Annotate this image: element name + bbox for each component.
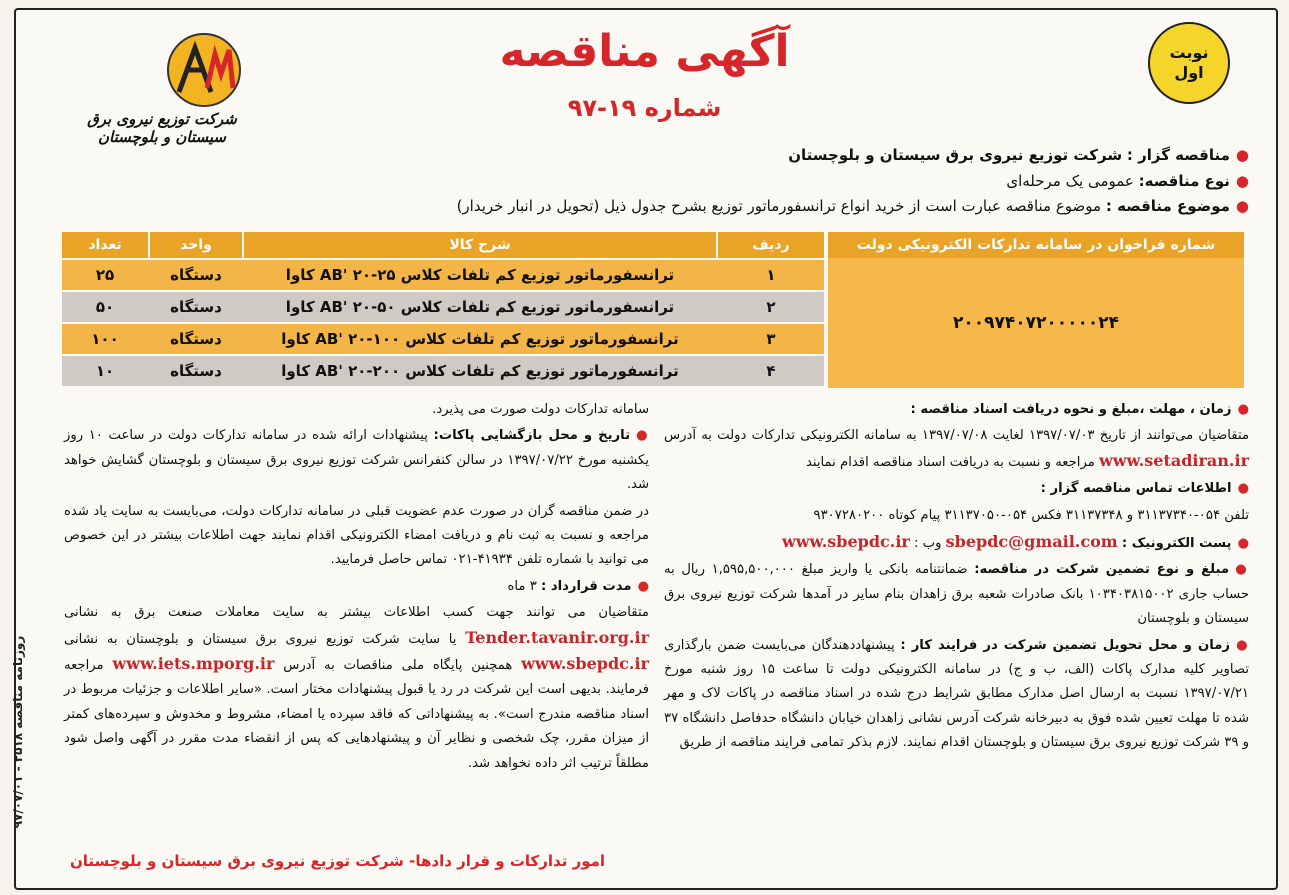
email-link[interactable]: sbepdc@gmail.com bbox=[945, 532, 1118, 552]
col-qty-header: تعداد bbox=[62, 232, 148, 258]
table-row: ۳ ترانسفورماتور توزیع کم تلفات کلاس AB' ۲۰-۱۰۰ کاوا دستگاه ۱۰۰ bbox=[62, 324, 824, 354]
web-link[interactable]: www.sbepdc.ir bbox=[781, 532, 910, 552]
items-table bbox=[62, 232, 1244, 388]
side-strip bbox=[8, 600, 28, 880]
company-logo-text: شرکت توزیع نیروی برق سیستان و بلوچستان bbox=[87, 110, 237, 146]
right-column: ●زمان ، مهلت ،مبلغ و نحوه دریافت اسناد مناقصه : متقاضیان می‌توانند از تاریخ ۱۳۹۷/۰۷/۰۳ لغایت ۱۳۹۷/۰۷/۰۸ به سامانه الکترونیکی تدارکات دولت به آدرس www.setadiran.ir مراجعه و نسبت به دریافت اسناد مناقصه اقدام نمایند ●اطلاعات تماس مناقصه گزار : تلفن ۰۵۴-۳۱۱۳۷۳۴۰ و ۳۱۱۳۷۳۴۸ فکس ۰۵۴-۳۱۱۳۷۰۵۰ پیام کوتاه ۹۳۰۷۲۸۰۲۰۰ ●پست الکترونیک : sbepdc@gmail.com وب : www.sbepdc.ir ●مبلغ و نوع تضمین شرکت در مناقصه: ضمانتنامه بانکی یا واریز مبلغ ۱,۵۹۵,۵۰۰,۰۰۰ ریال به حساب جاری ۱۰۳۴۰۳۸۱۵۰۰۲ بانک صادرات شعبه برق زاهدان بنام سایر در آمدها شرکت توزیع نیروی برق سیستان و بلوچستان ●زمان و محل تحویل تضمین شرکت در فرایند کار : پیشنهاددهندگان می‌بایست ضمن بارگذاری تصاویر کلیه مدارک پاکات (الف، ب و ج) در سامانه الکترونیکی دولت تا ساعت ۱۵ روز شنبه مورخ ۱۳۹۷/۰۷/۲۱ نسبت به ارسال اصل مدارک مطابق شرایط درج شده در اسناد مناقصه در پاکات لاک و مهر شده تا مهلت تعیین شده فوق به دبیرخانه شرکت آدرس نشانی زاهدان خیابان دانشگاه حدفاصل دانشگاه ۳۷ و ۳۹ شرکت توزیع نیروی برق سیستان و بلوچستان اقدام نمایند. لازم بذکر تمامی فرایند مناقصه از طریق bbox=[664, 402, 1250, 751]
col-desc-header: شرح کالا bbox=[244, 232, 716, 258]
badge-line2: اول bbox=[1174, 63, 1204, 82]
badge-line1: نوبت bbox=[1169, 43, 1209, 62]
footer-signature: امور تدارکات و قرار دادها- شرکت توزیع نیروی برق سیستان و بلوچستان bbox=[70, 852, 606, 870]
table-row: ۱ ترانسفورماتور توزیع کم تلفات کلاس AB' ۲۰-۲۵ کاوا دستگاه ۲۵ bbox=[62, 260, 824, 290]
left-column: سامانه تدارکات دولت صورت می پذیرد. ●تاریخ و محل بازگشایی پاکات: پیشنهادات ارائه شده در سامانه تدارکات دولت در ساعت ۱۰ روز یکشنبه مورخ ۱۳۹۷/۰۷/۲۲ در سالن کنفرانس شرکت توزیع نیروی برق سیستان و بلوچستان گشایش خواهد شد. در ضمن مناقصه گران در صورت عدم عضویت قبلی در سامانه تدارکات دولت، می‌بایست به سایت یاد شده مراجعه و نسبت به ثبت نام و دریافت امضاء الکترونیکی اقدام نمایند جهت اطلاعات بیشتر در این خصوص می توانید با شماره تلفن ۴۱۹۳۴-۰۲۱ تماس حاصل فرمایید. ●مدت قرارداد : ۳ ماه متقاضیان می توانند جهت کسب اطلاعات بیشتر به سایت معاملات صنعت برق به نشانی Tender.tavanir.org.ir یا سایت شرکت توزیع نیروی برق سیستان و بلوچستان به نشانی www.sbepdc.ir همچنین پایگاه ملی مناقصات به آدرس www.iets.mporg.ir مراجعه فرمایند. بدیهی است این شرکت در رد یا قبول پیشنهادات مختار است. «سایر اطلاعات و جزئیات مربوط در اسناد مناقصه مندرج است». به پیشنهاداتی که فاقد سپرده یا امضاء، مشروط و مخدوش و سپرده‌های کمتر از میزان مقرر، چک شخصی و نظایر آن و پیشنهادهایی که پس از انقضاء مدت مقرر در آگهی واصل شود مطلقاً ترتیب اثر داده نخواهد شد. bbox=[64, 402, 650, 771]
type-line: ●نوع مناقصه: عمومی یک مرحله‌ای bbox=[1006, 172, 1249, 190]
newspaper-issue: روزنامه مناقصه ۲۵۱۸ - ۹۷/۰۷/۰۱ bbox=[11, 635, 25, 829]
organizer-line: ●مناقصه گزار : شرکت توزیع نیروی برق سیستان و بلوچستان bbox=[788, 146, 1249, 164]
round-badge bbox=[1148, 22, 1230, 104]
subject-line: ●موضوع مناقصه : موضوع مناقصه عبارت است از خرید انواع ترانسفورماتور توزیع بشرح جدول ذیل (تحویل در انبار خریدار) bbox=[456, 197, 1249, 215]
setadiran-link[interactable]: www.setadiran.ir bbox=[1099, 450, 1249, 470]
col-unit-header: واحد bbox=[150, 232, 242, 258]
sbepdc-link[interactable]: www.sbepdc.ir bbox=[521, 654, 649, 674]
page-title: آگهی مناقصه bbox=[499, 26, 790, 77]
table-row: ۲ ترانسفورماتور توزیع کم تلفات کلاس AB' ۲۰-۵۰ کاوا دستگاه ۵۰ bbox=[62, 292, 824, 322]
table-row: ۴ ترانسفورماتور توزیع کم تلفات کلاس AB' ۲۰-۲۰۰ کاوا دستگاه ۱۰ bbox=[62, 356, 824, 386]
gov-number-header: شماره فراخوان در سامانه تدارکات الکترونیکی دولت bbox=[828, 232, 1244, 258]
col-row-header: ردیف bbox=[718, 232, 824, 258]
iets-link[interactable]: www.iets.mporg.ir bbox=[112, 654, 275, 674]
tender-number: شماره ۱۹-۹۷ bbox=[567, 94, 722, 122]
tavanir-link[interactable]: Tender.tavanir.org.ir bbox=[465, 627, 649, 647]
gov-number-value: ۲۰۰۹۷۴۰۷۲۰۰۰۰۰۲۴ bbox=[828, 258, 1244, 388]
